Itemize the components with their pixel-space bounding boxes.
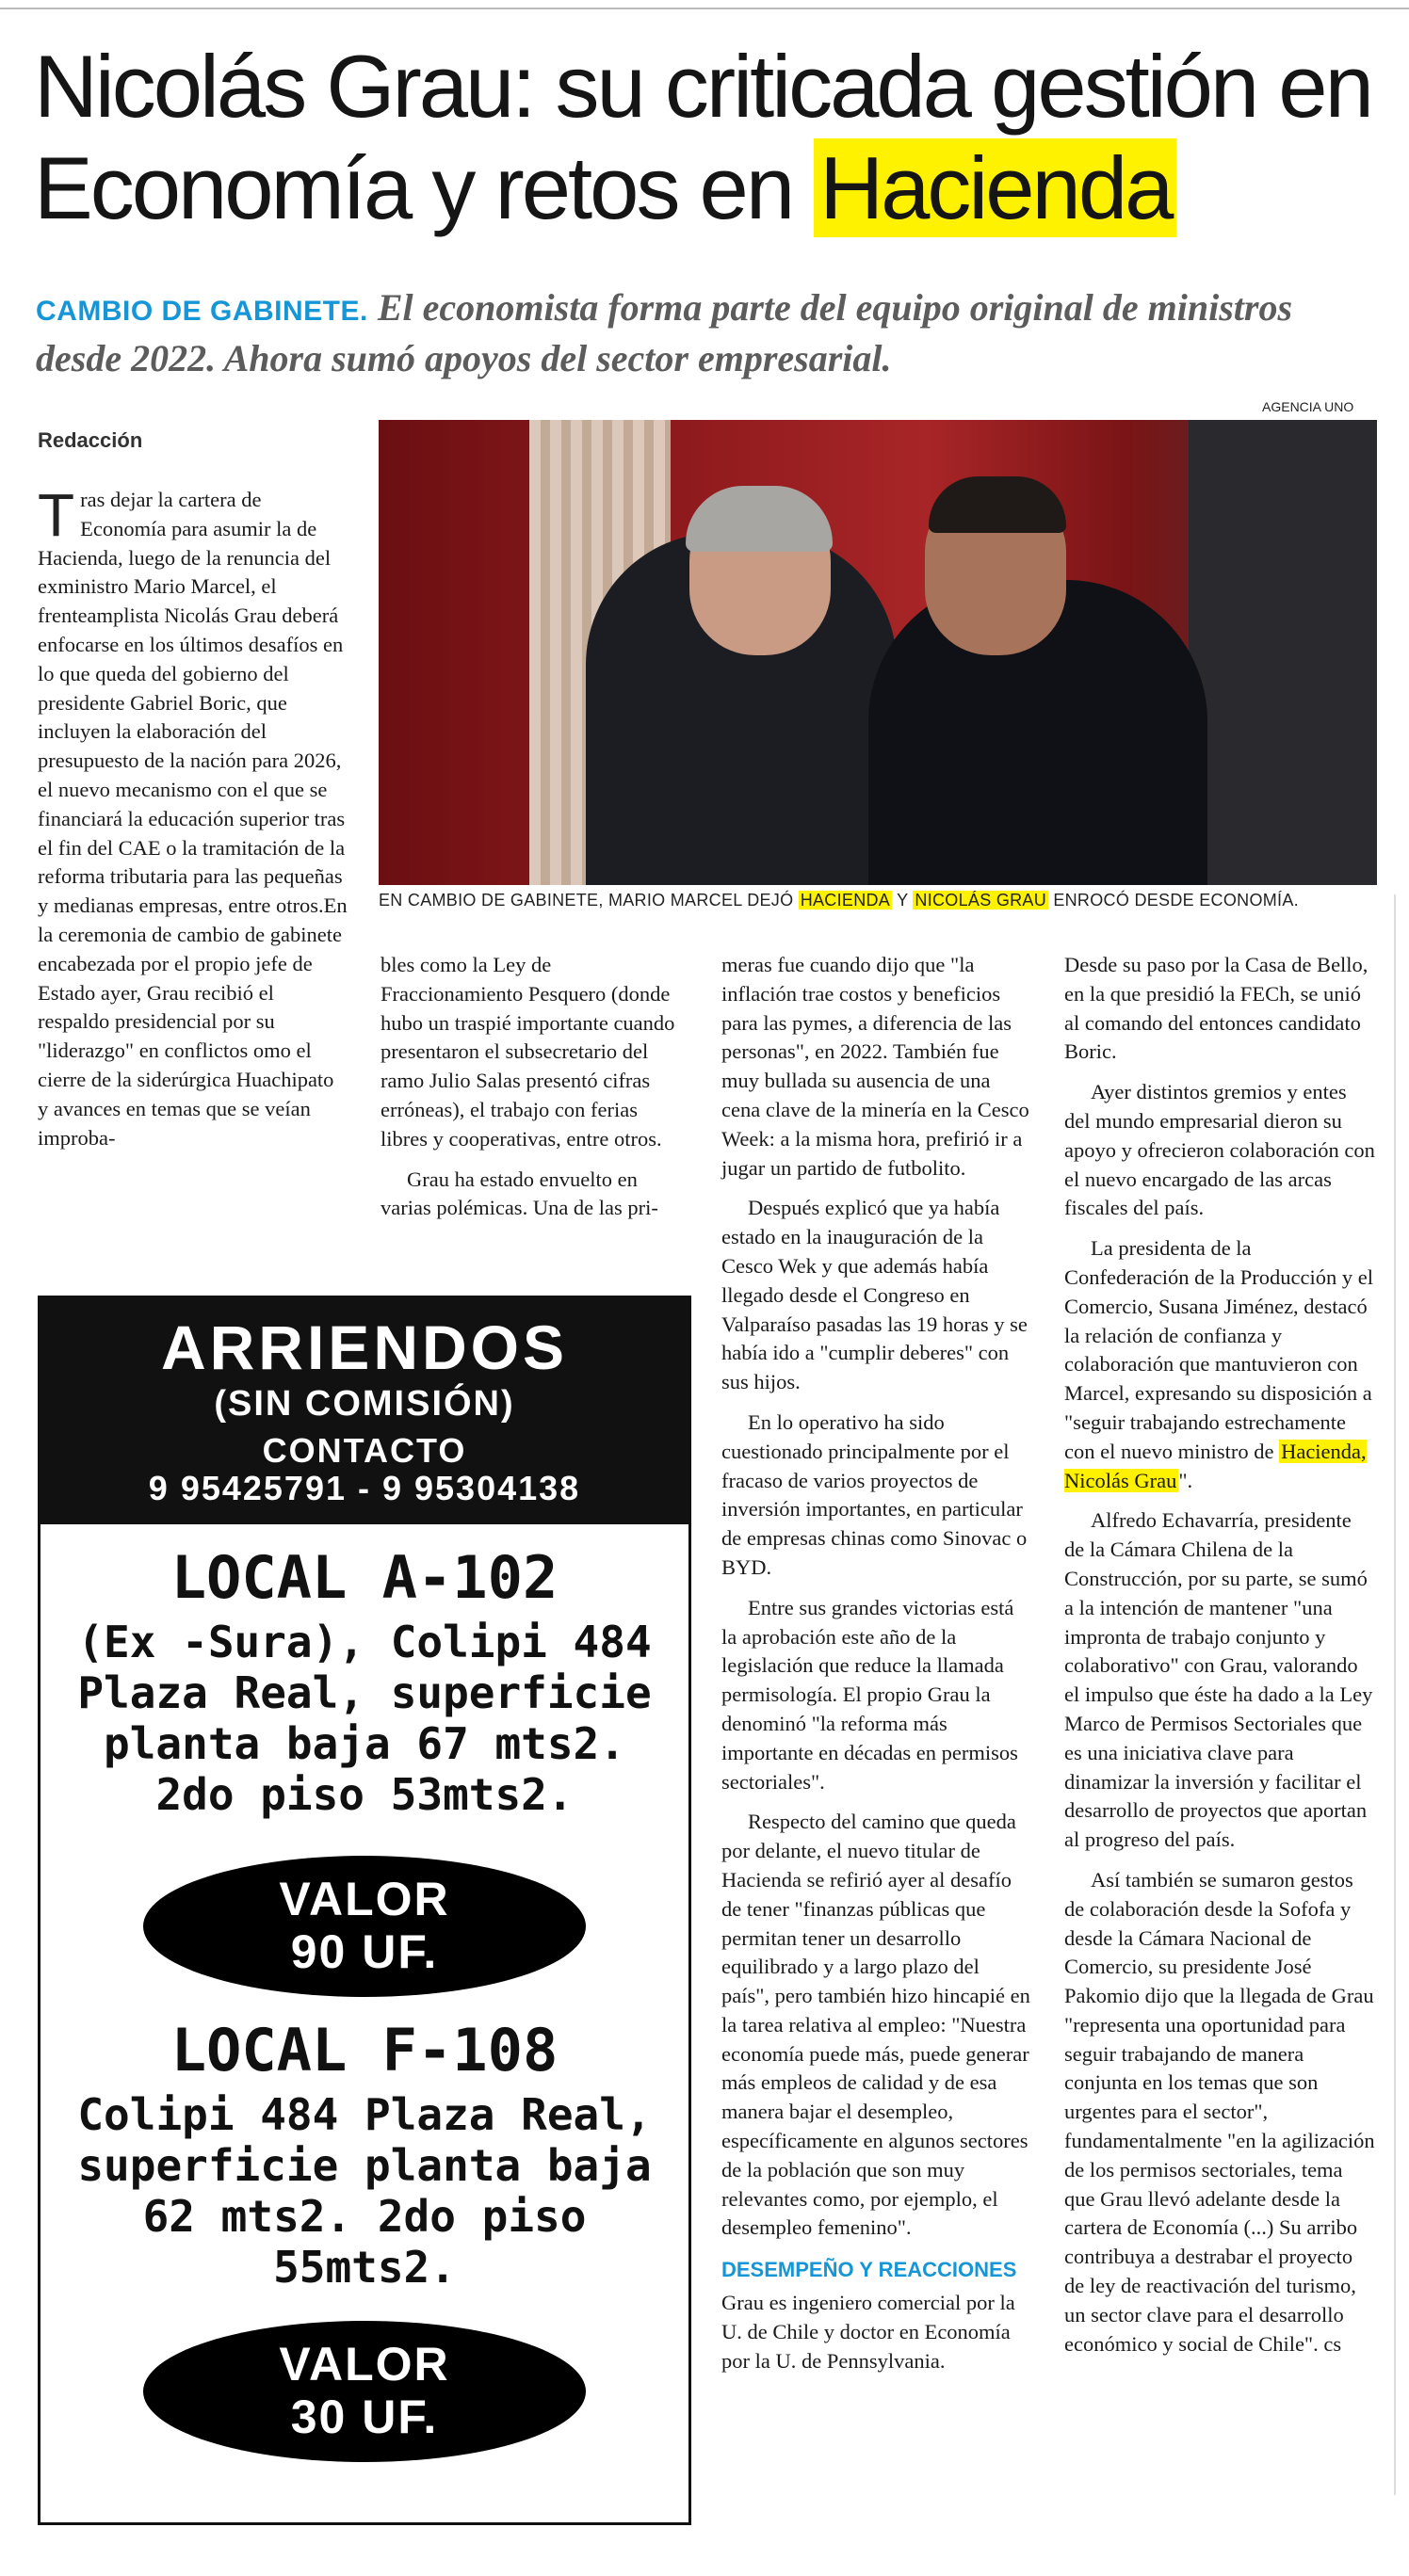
column-2-paragraph-2: Grau ha estado envuelto en varias polémicas. Una de las pri- <box>381 1167 658 1220</box>
column-4-paragraph-2: Ayer distintos gremios y entes del mundo empresarial dieron su apoyo y ofrecieron colaboración con el nuevo encargado de las arcas fiscales del país. <box>1064 1080 1375 1220</box>
ad-local-1-title: LOCAL A-102 <box>170 1543 559 1612</box>
ad-subtitle: (SIN COMISIÓN) <box>214 1384 515 1424</box>
column-4 <box>1064 951 1375 2370</box>
column-4-text-3a: La presidenta de la Confederación de la Producción y el Comercio, Susana Jiménez, destacó la relación de confianza y colaboración que mantuvieron con Marcel, expresando su disposición a "seguir trabajando estrechamente con el nuevo ministro de <box>1064 1236 1374 1463</box>
ad-local-2-description: Colipi 484 Plaza Real, superficie planta baja 62 mts2. 2do piso 55mts2. <box>77 2089 652 2293</box>
ad-local-2-price: 30 UF. <box>290 2391 439 2443</box>
column-3-paragraph-6: Grau es ingeniero comercial por la U. de Chile y doctor en Economía por la U. de Pennsylvania. <box>721 2291 1015 2373</box>
article-photo <box>379 420 1377 885</box>
kicker: CAMBIO DE GABINETE. <box>36 296 368 327</box>
deck <box>36 284 1373 382</box>
column-1-paragraph <box>38 481 348 1152</box>
ad-local-2-title: LOCAL F-108 <box>170 2016 559 2085</box>
photo-hair-grau <box>929 476 1066 533</box>
column-3-paragraph-4: Entre sus grandes victorias está la aprobación este año de la legislación que reduce la llamada permisología. El propio Grau la denominó "la reforma más importante en décadas en permisos sectoriales". <box>721 1595 1018 1794</box>
column-2-paragraph-1: bles como la Ley de Fraccionamiento Pesquero (donde hubo un traspié importante cuando presentaron el subsecretario del ramo Julio Salas presentó cifras erróneas), el trabajo con ferias libres y cooperativas, entre otros. <box>381 953 675 1151</box>
ad-title: ARRIENDOS <box>160 1312 569 1382</box>
caption-text-1: EN CAMBIO DE GABINETE, MARIO MARCEL DEJÓ <box>379 891 799 910</box>
classified-ad <box>38 1296 691 2525</box>
column-4-paragraph-1: Desde su paso por la Casa de Bello, en la que presidió la FECh, se unió al comando del entonces candidato Boric. <box>1064 953 1369 1064</box>
ad-local-1-description: (Ex -Sura), Colipi 484 Plaza Real, superficie planta baja 67 mts2. 2do piso 53mts2. <box>77 1617 652 1820</box>
ad-phones: 9 95425791 - 9 95304138 <box>148 1469 581 1507</box>
page-edge-divider <box>1394 894 1409 2495</box>
caption-highlight-2: NICOLÁS GRAU <box>915 891 1047 910</box>
ad-local-1-price-label: VALOR <box>279 1873 450 1925</box>
ad-local-1-price: 90 UF. <box>290 1925 439 1978</box>
caption-text-3: ENROCÓ DESDE ECONOMÍA. <box>1048 891 1299 910</box>
ad-contact-label: CONTACTO <box>262 1431 467 1470</box>
column-1-text: ras dejar la cartera de Economía para asumir la de Hacienda, luego de la renuncia del exministro Mario Marcel, el frenteamplista Nicolás Grau deberá enfocarse en los últimos desafíos en lo que queda del gobierno del presidente Gabriel Boric, que incluyen la elaboración del presupuesto de la nación para 2026, el nuevo mecanismo con el que se financiará la educación superior tras el fin del CAE o la tramitación de la reforma tributaria para las pequeñas y medianas empresas, entre otros.En la ceremonia de cambio de gabinete encabezada por el propio jefe de Estado ayer, Grau recibió el respaldo presidencial por su "liderazgo" en conflictos omo el cierre de la siderúrgica Huachipato y avances en temas que se veían improba- <box>38 488 348 1150</box>
byline: Redacción <box>38 428 143 452</box>
column-4-text-3b: ". <box>1178 1468 1193 1492</box>
column-4-paragraph-5: Así también se sumaron gestos de colaboración desde la Sofofa y desde la Cámara Nacional de Comercio, su presidente José Pakomio dijo que la llegada de Grau "representa una oportunidad para seguir trabajando de manera conjunta en los temas que son urgentes para el sector", fundamentalmente "en la agilización de los permisos sectoriales, tema que Grau llevó adelante desde la cartera de Economía (...) Su arribo contribuya a destrabar el proyecto de ley de reactivación del turismo, un sector clave para el desarrollo económico y social de Chile". cs <box>1064 1867 1375 2356</box>
headline-text: Nicolás Grau: su criticada gestión en Economía y retos en <box>34 37 1371 237</box>
column-4-paragraph-3 <box>1064 1234 1375 1495</box>
column-4-paragraph-4: Alfredo Echavarría, presidente de la Cámara Chilena de la Construcción, por su parte, se sumó a la intención de mantener "una impronta de trabajo conjunto y colaborativo" con Grau, valorando el impulso que éste ha dado a la Ley Marco de Permisos Sectoriales que es una iniciativa clave para dinamizar la inversión y facilitar el desarrollo de proyectos que aportan al progreso del país. <box>1064 1508 1373 1852</box>
ad-local-1-price-badge <box>143 1856 586 1997</box>
ad-local-2 <box>40 2018 688 2462</box>
column-3-paragraph-1: meras fue cuando dijo que "la inflación trae costos y beneficios para las pymes, a diferencia de las personas", en 2022. También fue muy bullada su ausencia de una cena clave de la minería en la Cesco Week: a la misma hora, prefirió ir a jugar un partido de futbolito. <box>721 953 1029 1180</box>
photo-caption <box>379 891 1377 910</box>
top-rule <box>0 8 1409 9</box>
column-1 <box>38 481 348 1164</box>
ad-local-2-price-badge <box>143 2321 586 2462</box>
ad-header <box>40 1298 688 1524</box>
section-subhead: DESEMPEÑO Y REACCIONES <box>721 2258 1017 2282</box>
column-2 <box>381 951 688 1234</box>
photo-credit: AGENCIA UNO <box>1262 399 1354 414</box>
caption-text-2: Y <box>892 891 914 910</box>
headline <box>34 36 1390 239</box>
deck-text: El economista forma parte del equipo original de ministros desde 2022. Ahora sumó apoyos del sector empresarial. <box>36 286 1293 379</box>
column-3-paragraph-3: En lo operativo ha sido cuestionado principalmente por el fracaso de varios proyectos de inversión importantes, en particular de empresas chinas como Sinovac o BYD. <box>721 1409 1028 1579</box>
caption-highlight-1: HACIENDA <box>800 891 891 910</box>
photo-hair-marcel <box>686 486 833 552</box>
ad-local-1 <box>40 1545 688 1997</box>
column-3-paragraph-5: Respecto del camino que queda por delante, el nuevo titular de Hacienda se refirió ayer al desafío de tener "finanzas públicas que permitan tener un desarrollo equilibrado y a largo plazo del país", pero también hizo hincapié en la tarea relativa al empleo: "Nuestra economía puede más, puede generar más empleos de calidad y de esa manera bajar el desempleo, específicamente en algunos sectores de la población que son muy relevantes como, por ejemplo, el desempleo femenino". <box>721 1810 1030 2240</box>
column-3 <box>721 951 1032 2387</box>
column-3-paragraph-2: Después explicó que ya había estado en la inauguración de la Cesco Wek y que además había llegado desde el Congreso en Valparaíso pasadas las 19 horas y se había ido a "cumplir deberes" con sus hijos. <box>721 1196 1028 1394</box>
photo-person-right <box>1189 420 1377 885</box>
headline-highlight: Hacienda <box>814 138 1176 237</box>
drop-cap: T <box>38 481 75 549</box>
column-4-highlight: Hacienda, Nicolás Grau <box>1064 1439 1367 1492</box>
ad-local-2-price-label: VALOR <box>279 2338 450 2391</box>
